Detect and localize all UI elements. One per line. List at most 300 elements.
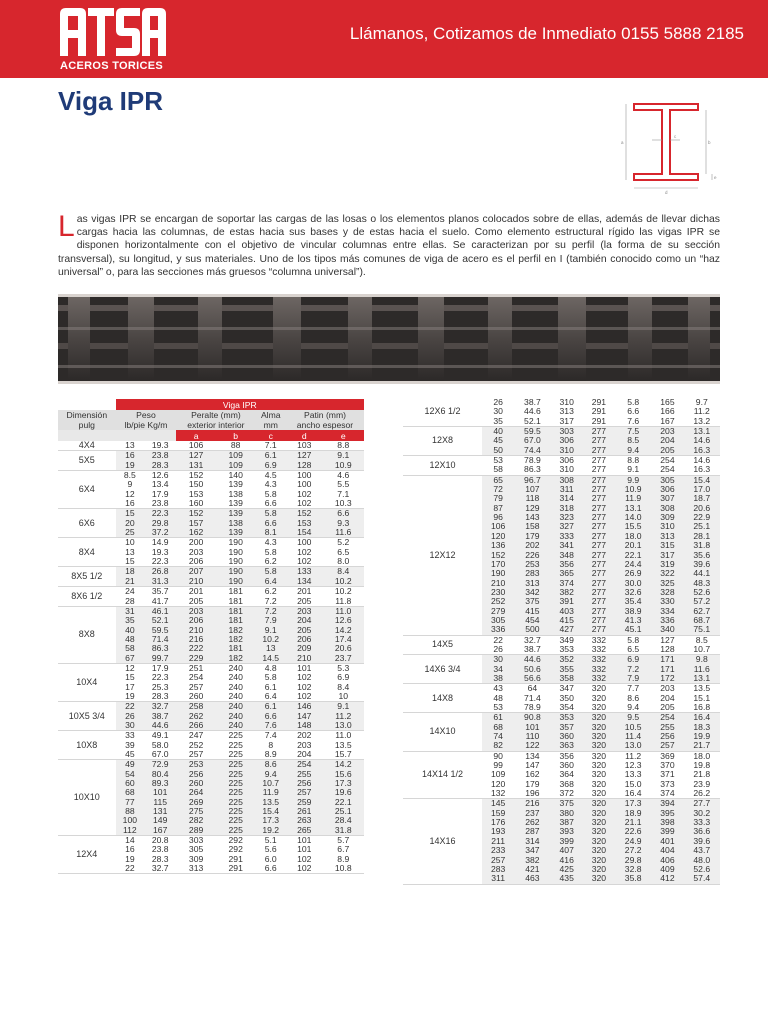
table-cell: 25.3 xyxy=(151,681,169,692)
table-cell: 203 xyxy=(286,606,323,616)
table-cell: 45 xyxy=(116,750,144,760)
table-cell: 7.6 xyxy=(256,721,286,731)
table-row xyxy=(58,567,364,577)
table-cell: 57.4 xyxy=(684,874,720,884)
table-cell: 348 xyxy=(551,551,583,560)
table-row xyxy=(58,606,364,616)
table-cell: 138 xyxy=(228,488,243,499)
table-cell: 102 xyxy=(297,488,312,499)
table-cell: 23.8 xyxy=(151,844,169,855)
table-cell: 34 xyxy=(482,665,514,674)
table-cell: 128 xyxy=(651,645,683,655)
ipr-table-left xyxy=(58,399,364,874)
table-cell: 35.6 xyxy=(684,551,720,560)
table-cell: 88 xyxy=(216,441,256,451)
table-cell: 355 xyxy=(551,665,583,674)
table-cell: 17.9 xyxy=(151,662,169,673)
table-cell: 17.3 xyxy=(615,799,651,809)
table-cell: 35.8 xyxy=(615,874,651,884)
table-cell: 5.8 xyxy=(627,634,640,645)
table-cell: 363 xyxy=(551,741,583,751)
table-cell: 31.3 xyxy=(144,577,176,587)
table-cell: 210 xyxy=(176,626,216,635)
table-cell: 27.7 xyxy=(684,799,720,809)
table-cell: 28.1 xyxy=(684,532,720,541)
table-cell: 332 xyxy=(583,665,615,674)
table-cell: 254 xyxy=(660,455,675,466)
table-cell: 152 xyxy=(188,470,204,481)
table-cell: 305 xyxy=(651,475,683,485)
table-cell: 32.8 xyxy=(615,865,651,874)
table-cell: 36.6 xyxy=(684,827,720,836)
table-cell: 320 xyxy=(583,827,615,836)
table-cell: 256 xyxy=(286,779,323,788)
table-cell: 269 xyxy=(176,798,216,807)
dimension-cell: 8X4 xyxy=(58,538,116,567)
table-cell: 340 xyxy=(651,625,683,635)
table-cell: 347 xyxy=(559,683,574,694)
table-cell: 7.2 xyxy=(256,597,286,607)
table-cell: 39.6 xyxy=(684,837,720,846)
table-cell: 320 xyxy=(591,769,607,780)
table-cell: 128 xyxy=(286,461,323,471)
table-cell: 209 xyxy=(286,644,323,653)
table-cell: 415 xyxy=(551,616,583,625)
table-cell: 15 xyxy=(116,557,144,567)
table-caption: Viga IPR xyxy=(116,399,364,410)
table-cell: 206 xyxy=(286,635,323,644)
table-cell: 88 xyxy=(116,807,144,816)
table-cell: 277 xyxy=(583,522,615,531)
table-cell: 162 xyxy=(176,528,216,538)
table-cell: 170 xyxy=(482,560,514,569)
table-cell: 463 xyxy=(514,874,550,884)
table-cell: 9.3 xyxy=(323,519,364,528)
table-cell: 277 xyxy=(583,616,615,625)
table-cell: 320 xyxy=(583,865,615,874)
table-cell: 291 xyxy=(583,417,615,427)
table-cell: 67.0 xyxy=(514,436,550,445)
table-cell: 5.6 xyxy=(264,844,277,855)
table-cell: 306 xyxy=(651,485,683,494)
table-cell: 5.1 xyxy=(264,835,277,846)
table-cell: 401 xyxy=(651,837,683,846)
table-cell: 257 xyxy=(651,741,683,751)
table-cell: 225 xyxy=(216,807,256,816)
table-cell: 24.4 xyxy=(615,560,651,569)
table-cell: 204 xyxy=(660,692,675,703)
table-cell: 225 xyxy=(216,750,256,760)
table-cell: 205 xyxy=(286,626,323,635)
table-cell: 32.7 xyxy=(524,634,541,645)
table-cell: 7.9 xyxy=(615,674,651,684)
table-cell: 277 xyxy=(583,560,615,569)
table-cell: 102 xyxy=(286,864,323,874)
table-cell: 18.3 xyxy=(684,723,720,732)
table-cell: 57.2 xyxy=(684,597,720,606)
table-cell: 17.3 xyxy=(323,779,364,788)
table-cell: 101 xyxy=(297,662,312,673)
diagram-label-a: a xyxy=(621,140,624,145)
table-cell: 86.3 xyxy=(514,465,550,475)
table-cell: 48 xyxy=(493,692,503,703)
table-cell: 127 xyxy=(660,634,675,645)
table-cell: 22.3 xyxy=(144,509,176,519)
table-cell: 101 xyxy=(297,844,312,855)
table-cell: 179 xyxy=(525,778,540,789)
table-cell: 277 xyxy=(583,485,615,494)
table-cell: 262 xyxy=(176,712,216,721)
table-cell: 6.4 xyxy=(256,577,286,587)
table-cell: 6.6 xyxy=(627,406,640,417)
table-cell: 109 xyxy=(490,769,506,780)
table-cell: 26 xyxy=(493,397,503,407)
table-cell: 9.1 xyxy=(323,451,364,461)
table-cell: 19.3 xyxy=(144,441,176,451)
table-cell: 120 xyxy=(490,778,506,789)
table-cell: 48.0 xyxy=(684,856,720,865)
table-cell: 136 xyxy=(482,541,514,550)
table-cell: 277 xyxy=(583,541,615,550)
table-cell: 131 xyxy=(144,807,176,816)
table-cell: 9.4 xyxy=(256,770,286,779)
table-cell: 43.7 xyxy=(684,846,720,855)
table-cell: 368 xyxy=(559,778,574,789)
table-cell: 13.2 xyxy=(684,417,720,427)
table-cell: 365 xyxy=(551,569,583,578)
table-cell: 110 xyxy=(514,732,550,741)
table-cell: 10 xyxy=(125,537,135,548)
table-cell: 61 xyxy=(482,713,514,723)
table-cell: 40 xyxy=(482,427,514,437)
table-cell: 12.3 xyxy=(624,760,642,771)
table-cell: 374 xyxy=(551,579,583,588)
table-cell: 190 xyxy=(228,537,243,548)
table-cell: 372 xyxy=(551,789,583,799)
table-cell: 11.9 xyxy=(615,494,651,503)
table-cell: 19.6 xyxy=(323,788,364,797)
table-cell: 13.5 xyxy=(256,798,286,807)
table-cell: 19 xyxy=(125,853,135,864)
dimension-cell: 12X12 xyxy=(403,475,482,635)
table-cell: 22 xyxy=(116,864,144,874)
table-cell: 22.1 xyxy=(615,551,651,560)
table-cell: 17 xyxy=(125,681,135,692)
table-cell: 261 xyxy=(286,807,323,816)
table-cell: 15.1 xyxy=(693,692,711,703)
table-cell: 18.0 xyxy=(615,532,651,541)
table-cell: 309 xyxy=(651,513,683,522)
table-cell: 205 xyxy=(651,446,683,456)
table-cell: 6.5 xyxy=(337,546,350,557)
table-cell: 13 xyxy=(256,644,286,653)
col-header-dimension: Dimensión pulg xyxy=(58,410,116,430)
table-cell: 314 xyxy=(551,494,583,503)
table-cell: 317 xyxy=(551,417,583,427)
table-cell: 23.8 xyxy=(144,499,176,509)
table-cell: 283 xyxy=(514,569,550,578)
table-cell: 22.9 xyxy=(684,513,720,522)
table-cell: 152 xyxy=(176,509,216,519)
table-cell: 277 xyxy=(583,504,615,513)
table-cell: 399 xyxy=(651,827,683,836)
intro-paragraph xyxy=(58,210,720,279)
table-cell: 225 xyxy=(216,760,256,770)
table-cell: 8.0 xyxy=(323,557,364,567)
diagram-label-b: b xyxy=(708,140,711,145)
diagram-label-e: e xyxy=(714,175,717,180)
table-cell: 240 xyxy=(216,712,256,721)
table-cell: 352 xyxy=(551,655,583,665)
table-cell: 320 xyxy=(583,874,615,884)
table-cell: 30 xyxy=(116,721,144,731)
table-cell: 203 xyxy=(188,546,204,557)
table-cell: 454 xyxy=(514,616,550,625)
table-cell: 28.4 xyxy=(323,816,364,825)
table-cell: 15 xyxy=(116,509,144,519)
table-cell: 131 xyxy=(176,461,216,471)
table-cell: 11.2 xyxy=(693,406,710,417)
table-cell: 256 xyxy=(651,732,683,741)
table-cell: 133 xyxy=(286,567,323,577)
table-cell: 8.5 xyxy=(123,470,136,481)
table-cell: 87 xyxy=(482,504,514,513)
table-cell: 277 xyxy=(583,465,615,475)
table-cell: 349 xyxy=(559,634,574,645)
table-cell: 266 xyxy=(176,721,216,731)
dimension-cell: 10X10 xyxy=(58,760,116,836)
table-cell: 167 xyxy=(651,417,683,427)
table-cell: 64 xyxy=(527,683,538,694)
table-cell: 158 xyxy=(514,522,550,531)
table-cell: 75.1 xyxy=(684,625,720,635)
dimension-cell: 12X6 1/2 xyxy=(403,398,482,427)
table-cell: 230 xyxy=(482,588,514,597)
table-cell: 16.4 xyxy=(615,789,651,799)
table-cell: 38.9 xyxy=(615,607,651,616)
table-cell: 25.1 xyxy=(684,522,720,531)
table-cell: 181 xyxy=(228,586,243,597)
table-cell: 5.5 xyxy=(337,479,350,490)
table-cell: 127 xyxy=(176,451,216,461)
table-cell: 315 xyxy=(651,541,683,550)
table-cell: 382 xyxy=(514,856,550,865)
table-cell: 320 xyxy=(583,703,615,713)
table-cell: 313 xyxy=(651,532,683,541)
table-cell: 21.7 xyxy=(684,741,720,751)
table-cell: 320 xyxy=(583,713,615,723)
header-phone-text[interactable]: Llámanos, Cotizamos de Inmediato 0155 5888 2185 xyxy=(349,24,744,43)
table-cell: 240 xyxy=(228,662,243,673)
table-cell: 320 xyxy=(583,799,615,809)
table-cell: 8.4 xyxy=(323,567,364,577)
dimension-cell: 14X5 xyxy=(403,635,482,655)
table-cell: 101 xyxy=(297,835,312,846)
table-cell: 96.7 xyxy=(514,475,550,485)
table-cell: 277 xyxy=(583,607,615,616)
ipr-table-right xyxy=(403,398,720,885)
table-cell: 251 xyxy=(188,662,204,673)
table-cell: 412 xyxy=(651,874,683,884)
table-cell: 255 xyxy=(286,770,323,779)
table-cell: 311 xyxy=(482,874,514,884)
beams-image-icon xyxy=(58,297,720,381)
table-cell: 370 xyxy=(660,760,675,771)
table-cell: 16 xyxy=(116,499,144,509)
table-cell: 435 xyxy=(551,874,583,884)
table-cell: 157 xyxy=(176,519,216,528)
table-cell: 41.3 xyxy=(615,616,651,625)
table-cell: 22 xyxy=(493,634,503,645)
table-cell: 7.1 xyxy=(256,441,286,451)
table-cell: 48 xyxy=(116,635,144,644)
left-table-body xyxy=(58,441,364,874)
table-cell: 253 xyxy=(176,760,216,770)
table-cell: 320 xyxy=(583,789,615,799)
table-cell: 254 xyxy=(651,713,683,723)
table-cell: 8.9 xyxy=(337,853,350,864)
table-cell: 139 xyxy=(228,479,243,490)
table-cell: 364 xyxy=(559,769,574,780)
table-cell: 320 xyxy=(583,809,615,818)
dimension-cell: 12X4 xyxy=(58,836,116,874)
table-cell: 404 xyxy=(651,846,683,855)
table-cell: 7.7 xyxy=(627,683,640,694)
table-cell: 109 xyxy=(216,451,256,461)
table-cell: 9.1 xyxy=(615,465,651,475)
table-cell: 11.2 xyxy=(323,712,364,721)
table-cell: 182 xyxy=(216,654,256,664)
table-cell: 10.7 xyxy=(256,779,286,788)
table-cell: 13 xyxy=(116,441,144,451)
table-cell: 308 xyxy=(551,475,583,485)
table-cell: 78.9 xyxy=(514,703,550,713)
table-cell: 6.9 xyxy=(337,672,350,683)
table-cell: 90 xyxy=(493,750,503,761)
table-cell: 289 xyxy=(176,826,216,836)
table-cell: 19 xyxy=(116,461,144,471)
table-cell: 28.3 xyxy=(144,692,176,702)
table-cell: 204 xyxy=(286,616,323,625)
table-cell: 287 xyxy=(514,827,550,836)
table-cell: 10.5 xyxy=(615,723,651,732)
table-cell: 225 xyxy=(228,739,243,750)
table-cell: 16 xyxy=(116,451,144,461)
table-cell: 68.7 xyxy=(684,616,720,625)
dimension-cell: 12X8 xyxy=(403,427,482,456)
table-cell: 26.8 xyxy=(144,567,176,577)
table-cell: 8.8 xyxy=(323,441,364,451)
table-cell: 26.9 xyxy=(615,569,651,578)
table-cell: 102 xyxy=(286,557,323,567)
table-cell: 320 xyxy=(583,741,615,751)
table-cell: 181 xyxy=(216,644,256,653)
dimension-cell: 8X8 xyxy=(58,606,116,663)
table-cell: 12 xyxy=(125,488,135,499)
table-cell: 50.6 xyxy=(514,665,550,674)
table-cell: 102 xyxy=(297,681,312,692)
col-letter-c: c xyxy=(256,430,286,441)
table-cell: 179 xyxy=(514,532,550,541)
table-cell: 115 xyxy=(144,798,176,807)
table-cell: 229 xyxy=(176,654,216,664)
table-cell: 4.5 xyxy=(264,470,277,481)
table-cell: 210 xyxy=(286,654,323,664)
table-cell: 7.6 xyxy=(615,417,651,427)
table-cell: 10.9 xyxy=(323,461,364,471)
table-cell: 371 xyxy=(660,769,675,780)
table-cell: 8.5 xyxy=(615,436,651,445)
table-cell: 21 xyxy=(116,577,144,587)
table-cell: 8.5 xyxy=(695,634,708,645)
table-cell: 8.8 xyxy=(627,455,640,466)
table-cell: 72 xyxy=(482,485,514,494)
table-cell: 11.9 xyxy=(256,788,286,797)
table-cell: 332 xyxy=(583,674,615,684)
atsa-logo-icon xyxy=(58,6,168,58)
table-cell: 252 xyxy=(188,739,204,750)
table-cell: 71.4 xyxy=(524,692,541,703)
table-cell: 107 xyxy=(514,485,550,494)
table-cell: 17.0 xyxy=(684,485,720,494)
table-cell: 309 xyxy=(188,853,204,864)
table-cell: 37.2 xyxy=(144,528,176,538)
table-cell: 52.6 xyxy=(684,865,720,874)
table-cell: 20.1 xyxy=(615,541,651,550)
table-cell: 152 xyxy=(482,551,514,560)
table-row xyxy=(58,451,364,461)
table-cell: 225 xyxy=(216,816,256,825)
table-cell: 380 xyxy=(551,809,583,818)
table-cell: 32.6 xyxy=(615,588,651,597)
table-cell: 48.3 xyxy=(684,579,720,588)
table-cell: 153 xyxy=(286,519,323,528)
table-cell: 226 xyxy=(514,551,550,560)
table-cell: 277 xyxy=(583,625,615,635)
table-cell: 307 xyxy=(651,494,683,503)
col-letter-a: a xyxy=(176,430,216,441)
table-cell: 19.3 xyxy=(151,546,169,557)
table-cell: 100 xyxy=(297,470,312,481)
table-cell: 10.8 xyxy=(323,864,364,874)
table-cell: 277 xyxy=(583,532,615,541)
table-cell: 313 xyxy=(176,864,216,874)
table-cell: 22.3 xyxy=(151,672,169,683)
table-cell: 12.6 xyxy=(323,616,364,625)
table-cell: 256 xyxy=(176,770,216,779)
table-cell: 49 xyxy=(116,760,144,770)
table-cell: 13.3 xyxy=(624,769,642,780)
table-cell: 149 xyxy=(144,816,176,825)
table-cell: 303 xyxy=(551,427,583,437)
table-cell: 7.1 xyxy=(337,488,350,499)
table-cell: 398 xyxy=(651,818,683,827)
table-cell: 182 xyxy=(216,626,256,635)
table-cell: 152 xyxy=(286,509,323,519)
table-cell: 253 xyxy=(514,560,550,569)
table-cell: 333 xyxy=(551,532,583,541)
table-cell: 100 xyxy=(116,816,144,825)
table-cell: 39 xyxy=(125,739,135,750)
table-cell: 8 xyxy=(268,739,274,750)
table-cell: 52.1 xyxy=(514,417,550,427)
table-cell: 373 xyxy=(660,778,675,789)
table-cell: 172 xyxy=(651,674,683,684)
table-cell: 260 xyxy=(176,692,216,702)
table-cell: 65 xyxy=(482,475,514,485)
table-cell: 102 xyxy=(297,546,312,557)
table-cell: 347 xyxy=(514,846,550,855)
